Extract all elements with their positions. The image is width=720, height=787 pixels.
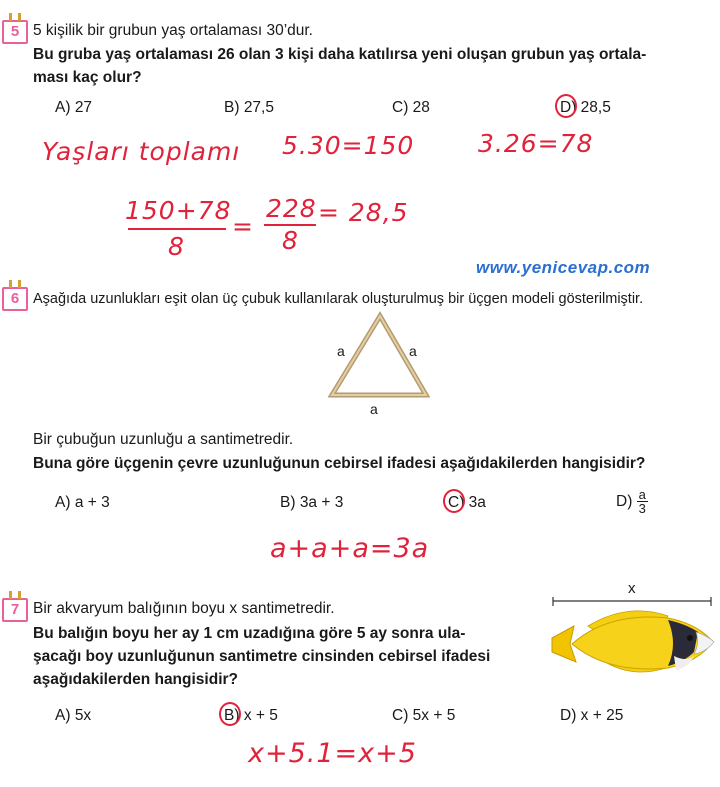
handwriting-q5-sum1: 5.30=150 bbox=[282, 131, 415, 160]
handwriting-q5-frac2-num: 228 bbox=[266, 194, 317, 223]
watermark: www.yenicevap.com bbox=[476, 258, 651, 277]
question-6-text: Aşağıda uzunlukları eşit olan üç çubuk kullanılarak oluşturulmuş bir üçgen modeli gösterilmiştir. bbox=[33, 291, 644, 307]
answer-circle-mark bbox=[555, 94, 577, 118]
handwriting-q5-frac1-num: 150+78 bbox=[125, 196, 232, 225]
fish-figure bbox=[548, 596, 716, 686]
handwriting-q7: x+5.1=x+5 bbox=[248, 738, 417, 769]
q5-option-b[interactable]: B) 27,5 bbox=[224, 99, 274, 116]
triangle-bottom-label: a bbox=[370, 401, 378, 417]
question-7-text: Bir akvaryum balığının boyu x santimetredir. bbox=[33, 600, 335, 617]
handwriting-q5-frac1-bar bbox=[128, 228, 226, 230]
q6-option-a[interactable]: A) a + 3 bbox=[55, 494, 110, 511]
q6-option-b[interactable]: B) 3a + 3 bbox=[280, 494, 344, 511]
q7-option-c[interactable]: C) 5x + 5 bbox=[392, 707, 456, 724]
question-6-info: Bir çubuğun uzunluğu a santimetredir. bbox=[33, 431, 294, 448]
fraction: $\frac{a}{3}$ bbox=[638, 487, 646, 516]
triangle-left-label: a bbox=[337, 343, 345, 359]
q5-option-a[interactable]: A) 27 bbox=[55, 99, 93, 116]
answer-circle-mark bbox=[443, 489, 465, 513]
question-number-badge: 6 bbox=[2, 287, 28, 311]
fish-length-label: x bbox=[628, 580, 636, 597]
q7-option-b[interactable]: B) x + 5 bbox=[224, 707, 278, 725]
triangle-right-label: a bbox=[409, 343, 417, 359]
question-7-prompt-line1: Bu balığın boyu her ay 1 cm uzadığına göre 5 ay sonra ula- bbox=[33, 625, 466, 642]
handwriting-q5-frac1-den: 8 bbox=[168, 232, 185, 261]
question-number-badge: 5 bbox=[2, 20, 28, 44]
handwriting-q5-label: Yaşları toplamı bbox=[42, 137, 241, 166]
q5-option-d[interactable]: D) 28,5 bbox=[560, 99, 611, 117]
handwriting-q5-result: = 28,5 bbox=[318, 198, 409, 227]
answer-circle-mark bbox=[219, 702, 241, 726]
question-5-text: 5 kişilik bir grubun yaş ortalaması 30’dur. bbox=[33, 22, 313, 39]
handwriting-q5-frac2-den: 8 bbox=[282, 226, 299, 255]
question-7-prompt-line2: şacağı boy uzunluğunun santimetre cinsinden cebirsel ifadesi bbox=[33, 648, 491, 665]
question-5-prompt-line2: ması kaç olur? bbox=[33, 69, 142, 86]
question-number-badge: 7 bbox=[2, 598, 28, 622]
q6-option-d[interactable]: D) $\frac{a}{3}$ bbox=[616, 487, 646, 516]
q7-option-a[interactable]: A) 5x bbox=[55, 707, 92, 724]
question-7-prompt-line3: aşağıdakilerden hangisidir? bbox=[33, 671, 239, 688]
q7-option-d[interactable]: D) x + 25 bbox=[560, 707, 624, 724]
question-5-prompt-line1: Bu gruba yaş ortalaması 26 olan 3 kişi daha katılırsa yeni oluşan grubun yaş ortala- bbox=[33, 46, 647, 63]
handwriting-q5-eq: = bbox=[232, 212, 254, 241]
q5-option-c[interactable]: C) 28 bbox=[392, 99, 430, 116]
question-6-prompt: Buna göre üçgenin çevre uzunluğunun cebirsel ifadesi aşağıdakilerden hangisidir? bbox=[33, 455, 646, 472]
q6-option-c[interactable]: C) 3a bbox=[448, 494, 486, 512]
handwriting-q5-sum2: 3.26=78 bbox=[478, 129, 594, 158]
handwriting-q6: a+a+a=3a bbox=[270, 533, 430, 564]
